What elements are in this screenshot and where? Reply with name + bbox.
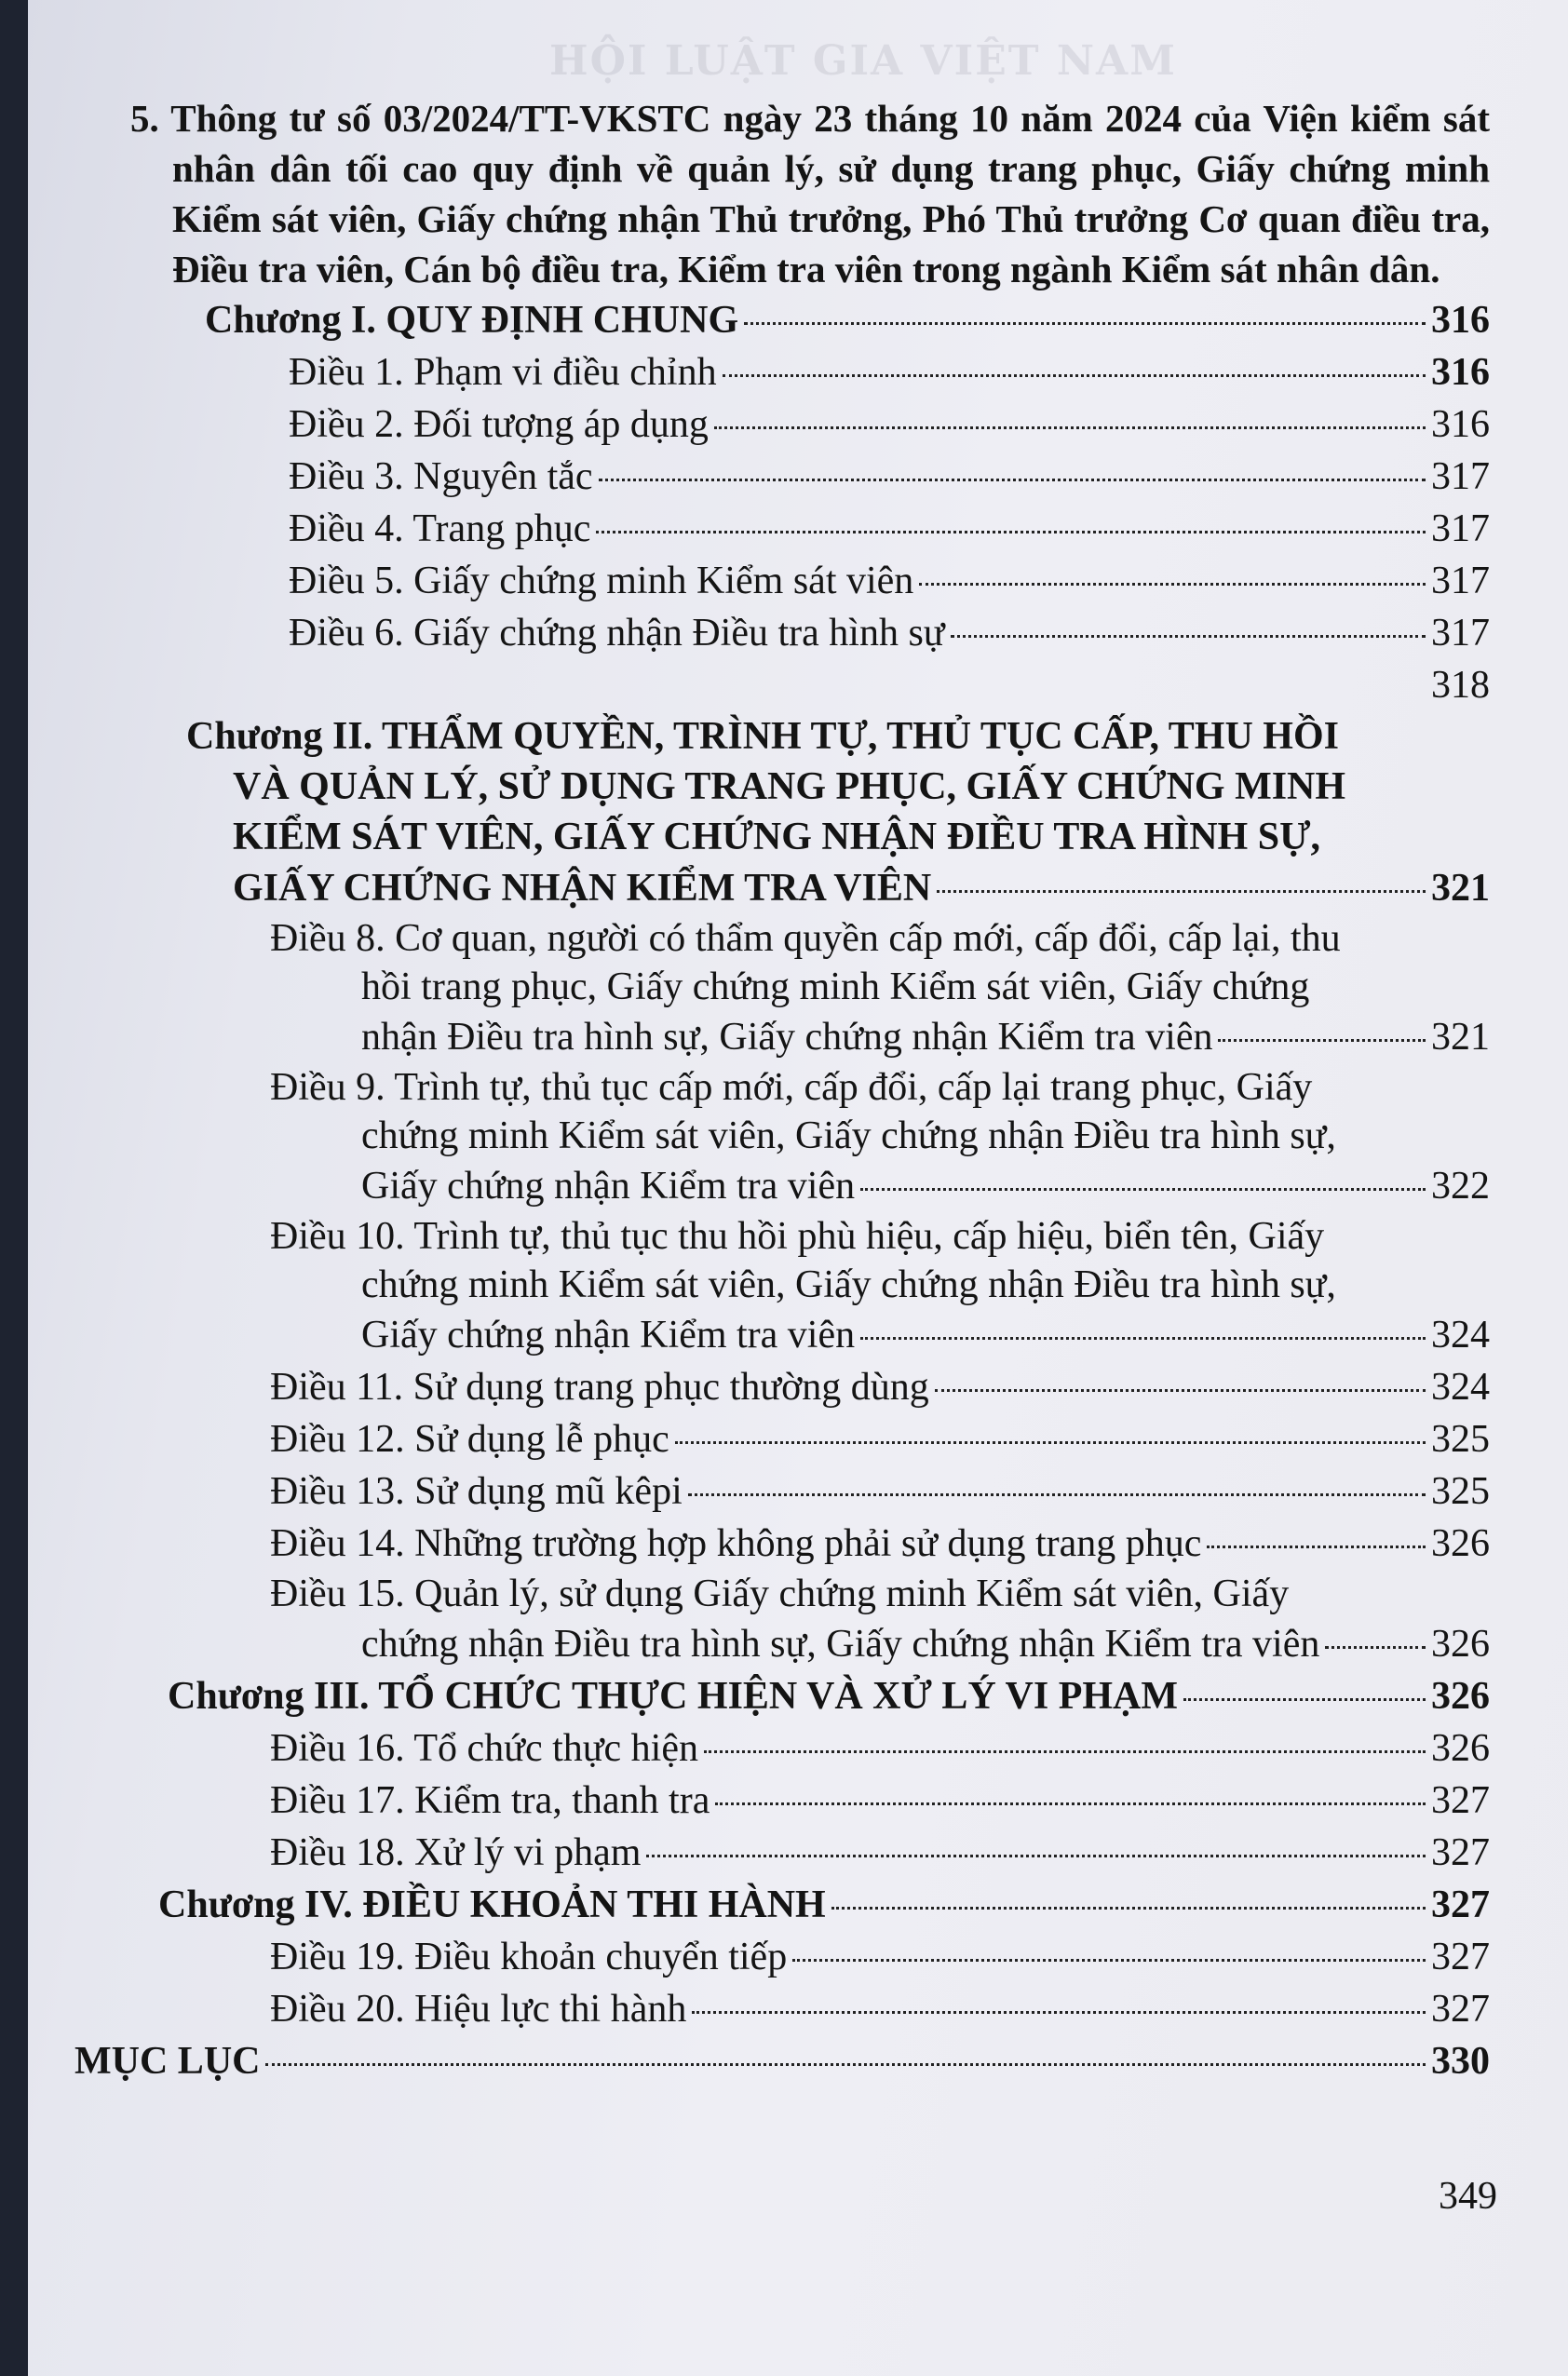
toc-article-entry[interactable] [130, 1827, 1490, 1879]
article-title: Điều 4. Trang phục [289, 507, 591, 550]
leader-dots [596, 531, 1426, 533]
leader-dots [951, 635, 1426, 638]
chapter-1-entry[interactable] [130, 294, 1490, 346]
article-title-cont: hồi trang phục, Giấy chứng minh Kiểm sát viên, Giấy chứng [361, 965, 1310, 1008]
muc-luc-page: 330 [1431, 2040, 1490, 2083]
chapter-2-entry[interactable] [130, 711, 1490, 914]
article-title: Điều 11. Sử dụng trang phục thường dùng [270, 1366, 929, 1409]
article-title-cont: Giấy chứng nhận Kiểm tra viên [361, 1165, 856, 1208]
article-page: 316 [1431, 351, 1490, 394]
article-page: 327 [1431, 1988, 1490, 2031]
toc-article-entry[interactable] [130, 1413, 1490, 1465]
toc-article-entry-8[interactable] [130, 914, 1490, 1063]
toc-article-entry[interactable] [130, 1931, 1490, 1983]
toc-article-entry[interactable] [130, 555, 1490, 607]
article-page: 324 [1431, 1314, 1490, 1357]
article-page: 318 [1431, 664, 1490, 707]
chapter-2-title-line: Chương II. THẨM QUYỀN, TRÌNH TỰ, THỦ TỤC CẤP, THU HỒI [186, 715, 1339, 758]
article-title: Điều 1. Phạm vi điều chỉnh [289, 351, 717, 394]
article-page: 326 [1431, 1727, 1490, 1770]
article-title: Điều 8. Cơ quan, người có thẩm quyền cấp mới, cấp đổi, cấp lại, thu [270, 917, 1341, 960]
toc-article-entry[interactable] [130, 398, 1490, 451]
leader-dots [792, 1959, 1426, 1962]
article-title: Điều 12. Sử dụng lễ phục [270, 1418, 669, 1461]
article-page: 327 [1431, 1936, 1490, 1978]
toc-article-entry[interactable] [130, 1983, 1490, 2035]
article-title: Điều 17. Kiểm tra, thanh tra [270, 1779, 710, 1822]
leader-dots [831, 1907, 1426, 1910]
toc-article-entry[interactable] [130, 1775, 1490, 1827]
article-title: Điều 5. Giấy chứng minh Kiểm sát viên [289, 560, 914, 602]
toc-article-entry-10[interactable] [130, 1212, 1490, 1361]
leader-dots [1207, 1546, 1426, 1548]
table-of-contents [74, 93, 1490, 2087]
article-title-cont: nhận Điều tra hình sự, Giấy chứng nhận Kiểm tra viên [361, 1016, 1213, 1059]
toc-article-entry[interactable] [130, 1465, 1490, 1518]
toc-article-entry[interactable] [130, 1518, 1490, 1570]
leader-dots [1218, 1039, 1426, 1042]
article-title: Điều 20. Hiệu lực thi hành [270, 1988, 687, 2031]
leader-dots [1183, 1698, 1426, 1701]
article-title-cont: chứng minh Kiểm sát viên, Giấy chứng nhận Điều tra hình sự, [361, 1114, 1336, 1157]
article-page: 316 [1431, 403, 1490, 446]
article-page: 317 [1431, 507, 1490, 550]
leader-dots [1325, 1646, 1426, 1649]
toc-article-entry[interactable] [130, 659, 1490, 711]
muc-luc-entry[interactable] [74, 2035, 1490, 2087]
page-number: 349 [1439, 2175, 1497, 2218]
chapter-2-title-line: GIẤY CHỨNG NHẬN KIỂM TRA VIÊN [233, 867, 932, 910]
chapter-1-page: 316 [1431, 299, 1490, 342]
leader-dots [646, 1855, 1426, 1857]
toc-article-entry-15[interactable] [130, 1570, 1490, 1670]
article-page: 326 [1431, 1522, 1490, 1565]
toc-article-entry[interactable] [130, 503, 1490, 555]
chapter-2-page: 321 [1431, 867, 1490, 910]
article-page: 327 [1431, 1779, 1490, 1822]
chapter-2-title-line: KIỂM SÁT VIÊN, GIẤY CHỨNG NHẬN ĐIỀU TRA HÌNH SỰ, [233, 816, 1321, 858]
toc-article-entry[interactable] [130, 1361, 1490, 1413]
toc-article-entry[interactable] [130, 451, 1490, 503]
article-title: Điều 2. Đối tượng áp dụng [289, 403, 709, 446]
chapter-4-title: Chương IV. ĐIỀU KHOẢN THI HÀNH [158, 1883, 826, 1926]
article-title: Điều 13. Sử dụng mũ kêpi [270, 1470, 683, 1513]
article-page: 324 [1431, 1366, 1490, 1409]
article-page: 322 [1431, 1165, 1490, 1208]
toc-article-entry-9[interactable] [130, 1063, 1490, 1212]
book-page [28, 0, 1568, 2376]
article-title-cont: Giấy chứng nhận Kiểm tra viên [361, 1314, 856, 1357]
leader-dots [714, 426, 1426, 429]
section-5-heading: 5. Thông tư số 03/2024/TT-VKSTC ngày 23 tháng 10 năm 2024 của Viện kiểm sát nhân dân tối cao quy định về quản lý, sử dụng trang phục, Giấy chứng minh Kiểm sát viên, Giấy chứng nhận Thủ trưởng, Phó Thủ trưởng Cơ quan điều tra, Điều tra viên, Cán bộ điều tra, Kiểm tra viên trong ngành Kiểm sát nhân dân. [130, 97, 1490, 290]
article-title: Điều 14. Những trường hợp không phải sử dụng trang phục [270, 1522, 1202, 1565]
leader-dots [935, 1389, 1426, 1392]
article-page: 317 [1431, 455, 1490, 498]
leader-dots [688, 1493, 1426, 1496]
article-title: Điều 6. Giấy chứng nhận Điều tra hình sự [289, 612, 945, 655]
chapter-3-title: Chương III. TỔ CHỨC THỰC HIỆN VÀ XỬ LÝ VI PHẠM [168, 1675, 1178, 1718]
article-title: Điều 9. Trình tự, thủ tục cấp mới, cấp đổi, cấp lại trang phục, Giấy [270, 1066, 1313, 1109]
leader-dots [744, 322, 1426, 325]
chapter-1-title: Chương I. QUY ĐỊNH CHUNG [205, 299, 739, 342]
article-page: 321 [1431, 1016, 1490, 1059]
article-page: 325 [1431, 1418, 1490, 1461]
toc-article-entry[interactable] [130, 607, 1490, 659]
leader-dots [692, 2011, 1426, 2014]
chapter-2-title-line: VÀ QUẢN LÝ, SỬ DỤNG TRANG PHỤC, GIẤY CHỨNG MINH [233, 765, 1346, 808]
chapter-3-entry[interactable] [130, 1670, 1490, 1722]
leader-dots [704, 1750, 1426, 1753]
article-title: Điều 15. Quản lý, sử dụng Giấy chứng minh Kiểm sát viên, Giấy [270, 1573, 1290, 1615]
article-title-cont: chứng nhận Điều tra hình sự, Giấy chứng nhận Kiểm tra viên [361, 1623, 1320, 1666]
article-title: Điều 10. Trình tự, thủ tục thu hồi phù hiệu, cấp hiệu, biển tên, Giấy [270, 1215, 1325, 1258]
article-title: Điều 18. Xử lý vi phạm [270, 1831, 642, 1874]
toc-article-entry[interactable] [130, 346, 1490, 398]
leader-dots [919, 583, 1426, 586]
chapter-3-page: 326 [1431, 1675, 1490, 1718]
article-page: 327 [1431, 1831, 1490, 1874]
leader-dots [265, 2063, 1426, 2066]
article-title: Điều 16. Tổ chức thực hiện [270, 1727, 698, 1770]
chapter-4-page: 327 [1431, 1883, 1490, 1926]
article-title: Điều 19. Điều khoản chuyển tiếp [270, 1936, 788, 1978]
article-page: 325 [1431, 1470, 1490, 1513]
article-title-cont: chứng minh Kiểm sát viên, Giấy chứng nhận Điều tra hình sự, [361, 1263, 1336, 1306]
leader-dots [675, 1441, 1426, 1444]
leader-dots [860, 1188, 1426, 1191]
chapter-4-entry[interactable] [130, 1879, 1490, 1931]
article-page: 317 [1431, 560, 1490, 602]
leader-dots [599, 479, 1426, 481]
article-title: Điều 3. Nguyên tắc [289, 455, 593, 498]
leader-dots [715, 1802, 1426, 1805]
muc-luc-title: MỤC LỤC [74, 2040, 261, 2083]
article-page: 317 [1431, 612, 1490, 655]
leader-dots [723, 374, 1426, 377]
leader-dots [937, 890, 1426, 893]
article-page: 326 [1431, 1623, 1490, 1666]
toc-article-entry[interactable] [130, 1722, 1490, 1775]
bleed-through-text: HỘI LUẬT GIA VIỆT NAM [549, 37, 1177, 85]
leader-dots [860, 1337, 1426, 1340]
